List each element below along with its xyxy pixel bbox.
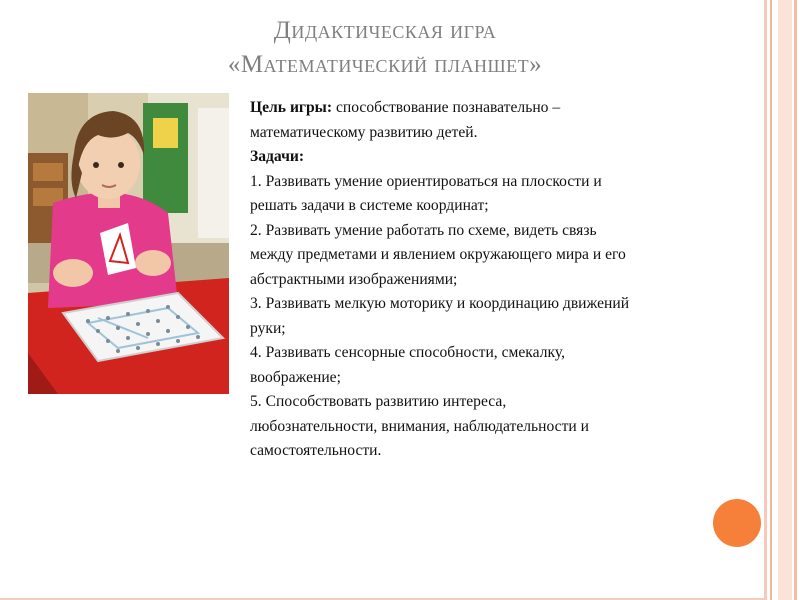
child-with-geoboard-photo <box>28 93 229 394</box>
task-line: любознательности, внимания, наблюдательности и <box>250 417 590 435</box>
goal-line <box>250 96 755 121</box>
task-line: 4. Развивать сенсорные способности, смекалку, <box>250 344 565 361</box>
task-line: 2. Развивать умение работать по схеме, видеть связь <box>250 221 597 239</box>
task-line: абстрактными изображениями; <box>250 270 458 288</box>
task-line: воображение; <box>250 368 341 386</box>
task-line: самостоятельности. <box>250 442 382 459</box>
goal-text-continued: математическому развитию детей. <box>250 123 478 141</box>
task-line: 5. Способствовать развитию интереса, <box>250 393 507 410</box>
task-line: 1. Развивать умение ориентироваться на плоскости и <box>250 172 602 190</box>
goal-label: Цель игры: <box>250 99 333 116</box>
decorative-rail <box>764 0 767 600</box>
slide-title-line2: «Математический планшет» <box>227 51 543 78</box>
slide-title <box>0 14 770 82</box>
tasks-label: Задачи: <box>250 148 305 165</box>
decorative-rail <box>794 0 797 600</box>
decorative-rail <box>770 0 772 600</box>
tasks-heading <box>250 145 755 170</box>
task-line: между предметами и явлением окружающего мира и его <box>250 246 626 263</box>
task-line: решать задачи в системе координат; <box>250 197 489 214</box>
goal-text: способствование познавательно – <box>332 99 561 116</box>
slide-title-line1: Дидактическая игра <box>273 17 497 44</box>
decorative-orange-circle <box>713 499 761 547</box>
slide-body-text <box>250 96 755 464</box>
task-line: 3. Развивать мелкую моторику и координацию движений <box>250 295 630 312</box>
decorative-rail <box>778 0 792 600</box>
task-line: руки; <box>250 319 286 337</box>
